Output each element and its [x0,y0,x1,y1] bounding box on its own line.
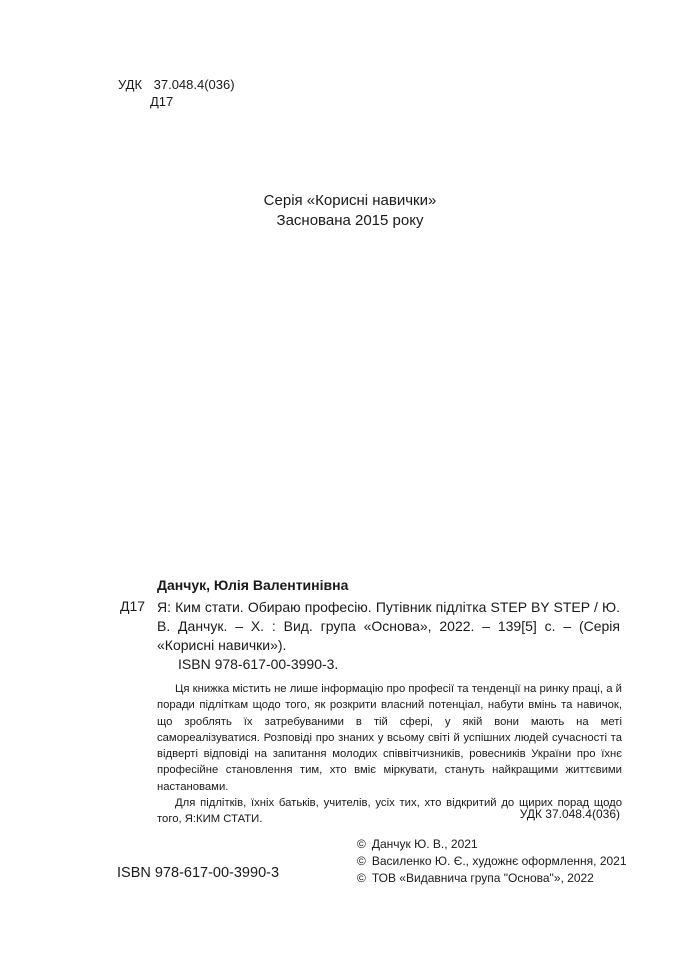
series-title: Серія «Корисні навички» [263,192,437,209]
isbn-bottom: ISBN 978-617-00-3990-3 [117,865,280,881]
copyright-icon: © [357,837,366,851]
bibliographic-description: Я: Ким стати. Обираю професію. Путівник підлітка STEP BY STEP / Ю. В. Данчук. – Х. : Вид. група «Основа», 2022. – 139[5] с. – (Серія «Корисні навички»). [157,599,620,653]
abstract-audience: Для підлітків, їхніх батьків, учителів, усіх тих, хто відкритий до щирих порад щодо того, Я:КИМ СТАТИ. [157,797,622,826]
udk-classification-top [118,76,235,110]
series-founded: Заснована 2015 року [276,212,424,229]
copyright-line [357,836,627,853]
copyright-text: Данчук Ю. В., 2021 [371,837,478,851]
copyright-icon: © [357,871,366,885]
series-block [0,191,700,231]
copyright-text: Василенко Ю. Є., художнє оформлення, 2021 [371,854,627,868]
udk-classification-bottom: УДК 37.048.4(036) [519,807,620,821]
udk-label: УДК [118,77,143,92]
copyright-text: ТОВ «Видавнича група "Основа"», 2022 [371,871,594,885]
copyright-icon: © [357,854,366,868]
udk-code: 37.048.4(036) [153,77,235,92]
author-sign-code: Д17 [150,94,174,109]
abstract-paragraph: Ця книжка містить не лише інформацію про професії та тенденції на ринку праці, а й поради підліткам щодо того, як розкрити власний потенціал, набути вмінь та навичок, що зроблять їх затребуваними в тій сфері, у якій вони мають на меті самореалізуватися. Розповіді про знаних у всьому світі й успішних людей сучасності та відверті відповіді на запитання молодих співвітчизників, ровесників України про їхнє професійне становлення тим, хто вміє міркувати, стануть найкращими життєвими настановами. [157,683,622,793]
author-name: Данчук, Юлія Валентинівна [157,577,349,593]
copyright-line [357,853,627,870]
copyright-block [357,836,627,887]
copyright-line [357,870,627,887]
book-abstract [157,681,622,828]
isbn-main: ISBN 978-617-00-3990-3. [178,656,339,672]
biblio-sign-code: Д17 [120,598,146,614]
